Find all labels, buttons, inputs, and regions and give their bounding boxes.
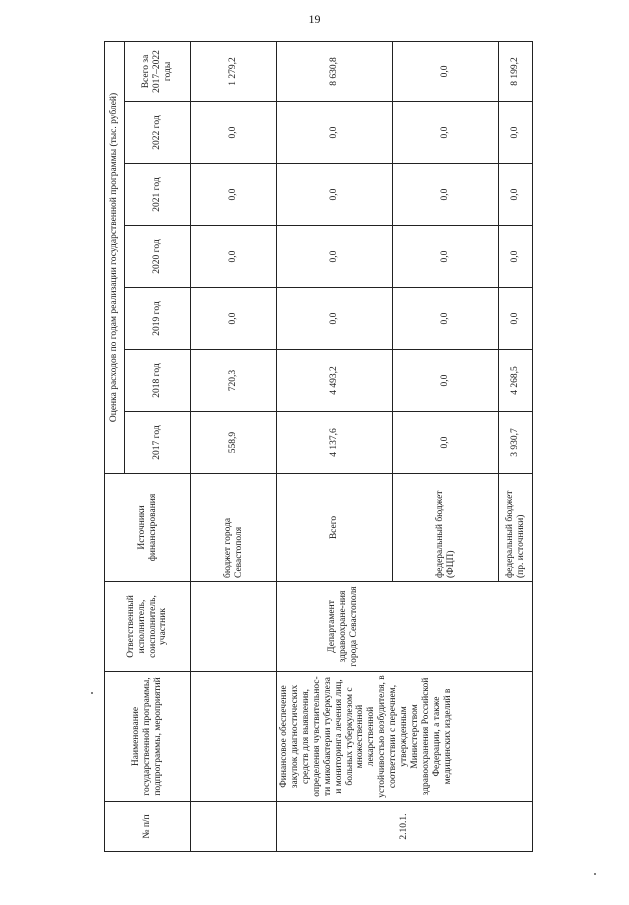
header-year-2021: 2021 год [125, 164, 191, 226]
value-cell: 8 630,8 [277, 41, 393, 101]
header-year-2022: 2022 год [125, 102, 191, 164]
header-year-2018: 2018 год [125, 350, 191, 412]
value-cell: 0,0 [191, 102, 277, 164]
header-number: № п/п [105, 802, 191, 852]
page-number: 19 [308, 12, 321, 26]
value-cell: 0,0 [499, 102, 533, 164]
scan-speck [91, 692, 93, 694]
value-cell: 558,9 [191, 412, 277, 474]
scan-speck [594, 873, 596, 875]
value-cell: 0,0 [191, 288, 277, 350]
budget-table [104, 41, 533, 852]
value-cell: 0,0 [393, 412, 499, 474]
value-cell: 3 930,7 [499, 412, 533, 474]
value-cell: 0,0 [393, 226, 499, 288]
funding-source-federal-other: федеральный бюджет (пр. источники) [499, 474, 533, 582]
value-cell: 0,0 [393, 350, 499, 412]
header-year-2019: 2019 год [125, 288, 191, 350]
row-number: 2.10.1. [277, 802, 533, 852]
table-row [277, 41, 393, 851]
value-cell: 0,0 [191, 226, 277, 288]
value-cell: 0,0 [499, 226, 533, 288]
value-cell: 0,0 [393, 164, 499, 226]
header-total: Всего за 2017–2022 годы [125, 41, 191, 101]
value-cell: 0,0 [393, 41, 499, 101]
measure-name: Финансовое обеспечение закупок диагностических средств для выявления, определения чувствительнос-ти микобактерии туберкулеза и мониторинга лечения лиц, больных туберкулезом с множественной лекарственной устойчивостью возбудителя, в соответствии с перечнем, утвержденным Министерством здравоохранения Российской Федерации, а также медицинских изделий в [277, 672, 533, 802]
value-cell: 720,3 [191, 350, 277, 412]
value-cell: 4 137,6 [277, 412, 393, 474]
empty-cell [191, 802, 277, 852]
header-program-name: Наименование государственной программы, подпрограммы, мероприятий [105, 672, 191, 802]
value-cell: 0,0 [277, 288, 393, 350]
header-funding-source: Источники финансирования [105, 474, 191, 582]
header-executor: Ответственный исполнитель, соисполнитель, участник [105, 582, 191, 672]
value-cell: 8 199,2 [499, 41, 533, 101]
empty-cell [191, 582, 277, 672]
value-cell: 0,0 [499, 288, 533, 350]
value-cell: 1 279,2 [191, 41, 277, 101]
funding-source-federal-fcp: федеральный бюджет (ФЦП) [393, 474, 499, 582]
table-row [191, 41, 277, 851]
header-year-2020: 2020 год [125, 226, 191, 288]
header-year-2017: 2017 год [125, 412, 191, 474]
funding-source-city-budget: бюджет города Севастополя [191, 474, 277, 582]
value-cell: 0,0 [393, 288, 499, 350]
header-estimate-group: Оценка расходов по годам реализации государственной программы (тыс. рублей) [105, 41, 125, 473]
value-cell: 0,0 [277, 164, 393, 226]
value-cell: 0,0 [277, 226, 393, 288]
value-cell: 0,0 [277, 102, 393, 164]
value-cell: 0,0 [191, 164, 277, 226]
empty-cell [191, 672, 277, 802]
value-cell: 4 493,2 [277, 350, 393, 412]
executor-name: Департамент здравоохране-ния города Севастополя [277, 582, 533, 672]
value-cell: 0,0 [499, 164, 533, 226]
value-cell: 0,0 [393, 102, 499, 164]
funding-source-total: Всего [277, 474, 393, 582]
budget-table-frame [104, 42, 532, 852]
value-cell: 4 268,5 [499, 350, 533, 412]
rotated-table-wrapper [104, 42, 532, 852]
